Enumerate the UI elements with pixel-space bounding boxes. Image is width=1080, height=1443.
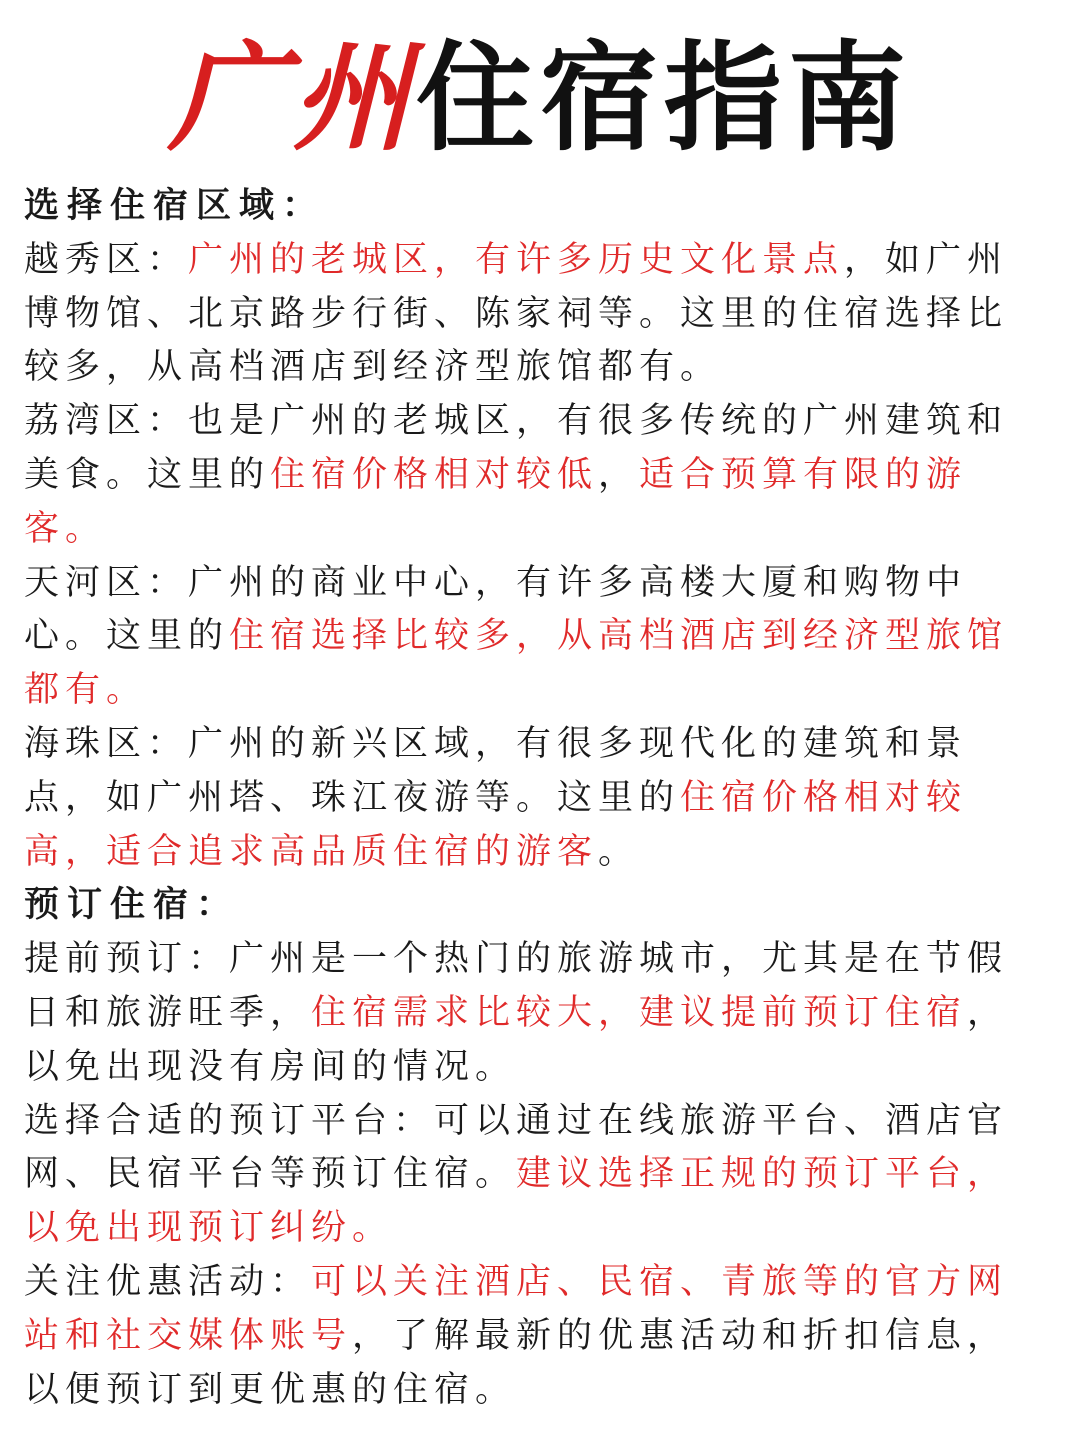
highlight-text: 住宿价格相对较高，适合追求高品质住宿的游客: [24, 777, 968, 872]
section-heading-area: 选择住宿区域：: [24, 186, 326, 226]
body-text: 。: [598, 831, 640, 872]
highlight-text: 住宿价格相对较低: [270, 454, 599, 495]
paragraph: [24, 1256, 1044, 1417]
body-text: ，以免出现没有房间的情况。: [24, 992, 1009, 1087]
body-text: 选择合适的预订平台：可以通过在线旅游平台、酒店官网、民宿平台等预订住宿。: [24, 1100, 1009, 1195]
body-text: 海珠区：广州的新兴区域，有很多现代化的建筑和景点，如广州塔、珠江夜游等。这里的: [24, 723, 968, 818]
highlight-text: 住宿需求比较大，建议提前预订住宿: [311, 992, 968, 1033]
body-text: 越秀区：: [24, 239, 189, 280]
guide-content: [24, 180, 1044, 1417]
highlight-text: 建议选择正规的预订平台，以免出现预订纠纷。: [24, 1154, 1009, 1249]
paragraph: [24, 933, 1044, 1094]
body-text: ，如广州博物馆、北京路步行街、陈家祠等。这里的住宿选择比较多，从高档酒店到经济型旅馆都有。: [24, 239, 1009, 388]
section-heading-booking: 预订住宿：: [24, 885, 240, 926]
body-text: 提前预订：广州是一个热门的旅游城市，尤其是在节假日和旅游旺季，: [24, 939, 1009, 1033]
body-text: ，: [598, 454, 640, 495]
body-text: 天河区：广州的商业中心，有许多高楼大厦和购物中心。这里的: [24, 562, 968, 657]
highlight-text: 住宿选择比较多，从高档酒店到经济型旅馆都有。: [24, 616, 1009, 711]
paragraph: [24, 557, 1044, 718]
paragraph: [24, 234, 1044, 395]
highlight-text: 广州的老城区，有许多历史文化景点: [188, 239, 845, 280]
highlight-text: 适合预算有限的游客。: [24, 454, 968, 549]
body-text: 荔湾区：也是广州的老城区，有很多传统的广州建筑和美食。这里的: [24, 401, 1009, 495]
paragraph: [24, 395, 1044, 556]
title-red-part: 广州: [167, 28, 416, 167]
paragraph: [24, 1095, 1044, 1256]
highlight-text: 可以关注酒店、民宿、青旅等的官方网站和社交媒体账号: [24, 1261, 1009, 1356]
section-area-paragraphs: [24, 234, 1044, 880]
body-text: 关注优惠活动：: [24, 1261, 312, 1302]
body-text: ，了解最新的优惠活动和折扣信息，以便预订到更优惠的住宿。: [24, 1315, 1009, 1410]
page-title: [0, 28, 1080, 168]
paragraph: [24, 718, 1044, 879]
section-booking-paragraphs: [24, 933, 1044, 1417]
title-black-part: 住宿指南: [416, 28, 913, 167]
